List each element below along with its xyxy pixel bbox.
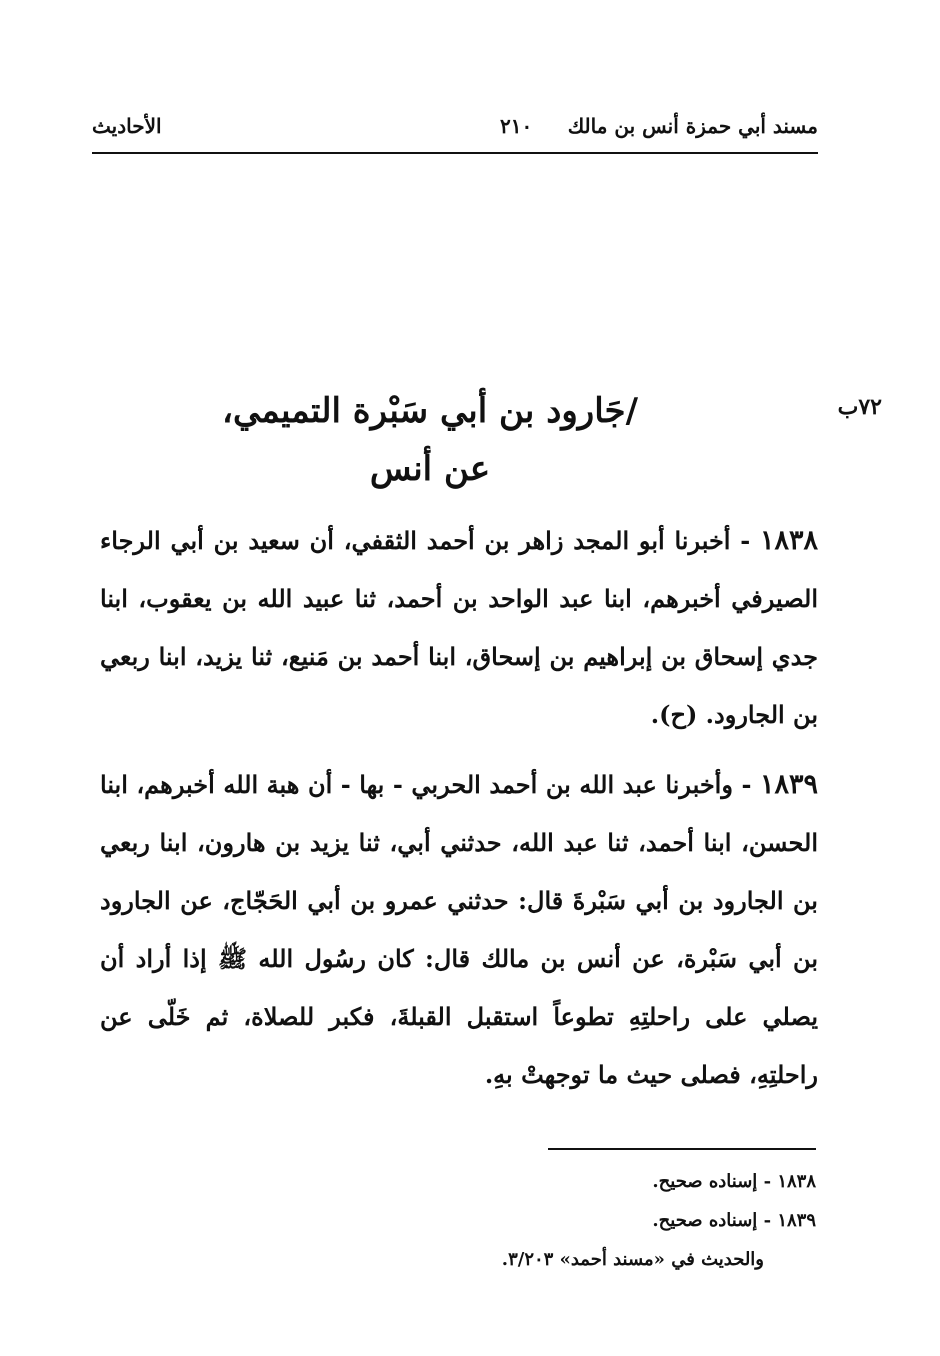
hadith-text: - وأخبرنا عبد الله بن أحمد الحربي - بها - أن هبة الله أخبرهم، ابنا الحسن، ابنا أحمد، ثنا عبد الله، حدثني أبي، ثنا يزيد بن هارون، ابنا ربعي بن الجارود بن أبي سَبْرةَ قال: حدثني عمرو بن أبي الحَجّاج، عن الجارود بن أبي سَبْرة، عن أنس بن مالك قال: كان رسُول الله ﷺ إذا أراد أن يصلي على راحلتِهِ تطوعاً استقبل القبلةَ، فكبر للصلاة، ثم خَلّى عن راحلتِهِ، فصلى حيث ما توجهتْ بهِ.	[100, 770, 818, 1089]
footnote-number: ١٨٣٨	[777, 1171, 816, 1192]
chapter-heading-line-2: عن أنس	[369, 449, 491, 489]
hadith-paragraph	[100, 756, 818, 1104]
chapter-heading-line-1: /جَارود بن أبي سَبْرة التميمي،	[222, 391, 638, 431]
hadith-number: ١٨٣٨	[760, 525, 819, 556]
footnote-rule	[548, 1148, 816, 1150]
footnote-text: والحديث في «مسند أحمد» ٣/٢٠٣.	[501, 1249, 764, 1270]
footnote-continuation	[420, 1240, 816, 1279]
page-number: ٢١٠	[500, 114, 533, 138]
footnote-text: - إسناده صحيح.	[652, 1171, 772, 1192]
header-book-title: مسند أبي حمزة أنس بن مالك	[567, 114, 818, 138]
footnote	[420, 1201, 816, 1240]
header-section: الأحاديث	[92, 114, 162, 138]
hadith-text: - أخبرنا أبو المجد زاهر بن أحمد الثقفي، أن سعيد بن أبي الرجاء الصيرفي أخبرهم، ابنا عبد الواحد بن أحمد، ثنا عبيد الله بن يعقوب، ابنا جدي إسحاق بن إبراهيم بن إسحاق، ابنا أحمد بن مَنيع، ثنا يزيد، ابنا ربعي بن الجارود. (ح).	[100, 526, 818, 729]
hadith-paragraph	[100, 512, 818, 744]
chapter-heading	[150, 382, 710, 498]
header-rule	[92, 152, 818, 154]
footnote-text: - إسناده صحيح.	[652, 1210, 772, 1231]
footnote	[420, 1162, 816, 1201]
margin-folio-note: ٧٢ب	[837, 394, 882, 420]
footnotes	[420, 1162, 816, 1279]
running-header	[92, 114, 818, 148]
hadith-number: ١٨٣٩	[759, 769, 818, 800]
hadith-body	[100, 512, 818, 1116]
footnote-number: ١٨٣٩	[777, 1210, 816, 1231]
